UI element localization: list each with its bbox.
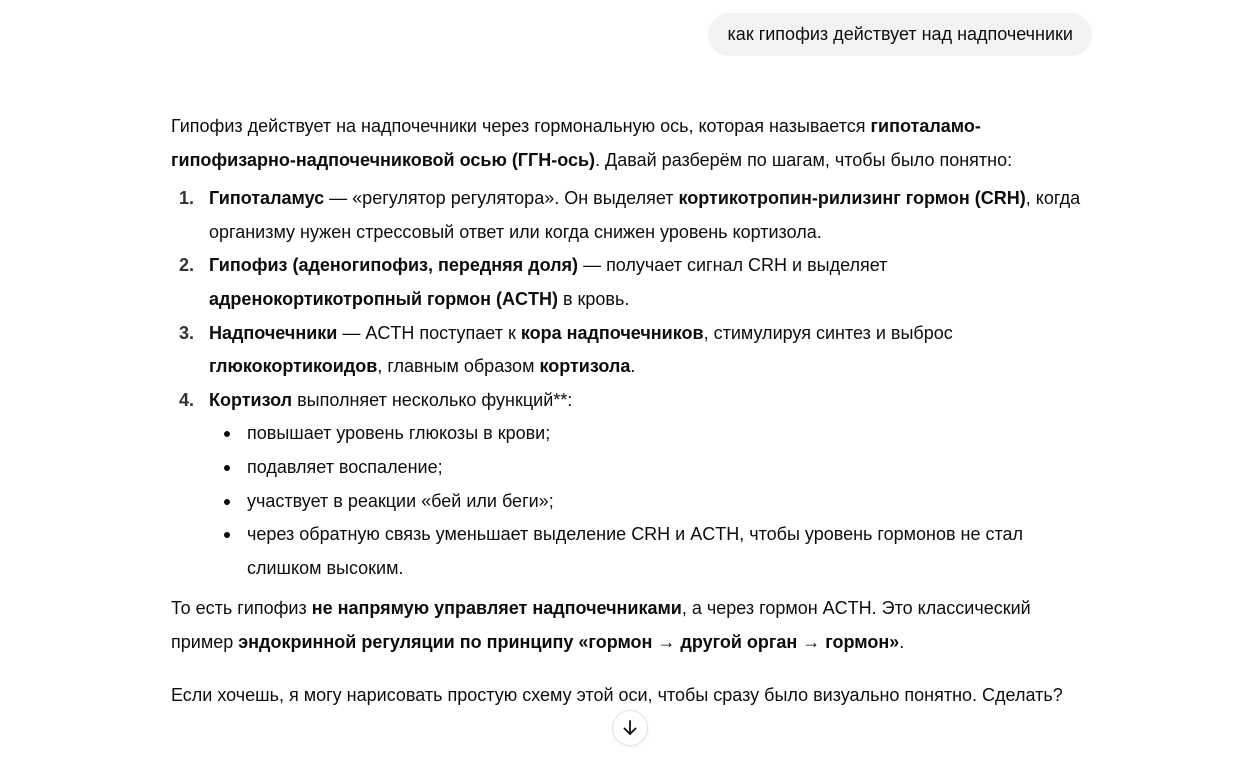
step-bold: кортизола	[539, 356, 631, 377]
list-number: 3.	[179, 322, 195, 343]
step-text: в кровь.	[557, 288, 630, 309]
summary-text: , а через гормон ACTH. Это классический пример	[171, 598, 1031, 652]
step-text: — «регулятор регулятора». Он выделяет	[324, 188, 679, 209]
bullet-item	[209, 518, 1081, 585]
step-bold: глюкокортикоидов	[209, 356, 378, 377]
bullet-text: участвует в реакции «бей или беги»;	[247, 490, 554, 511]
bullet-item	[209, 485, 1081, 519]
bullet-dot-icon	[224, 532, 230, 538]
step-text: выполняет несколько функций**:	[292, 389, 573, 410]
summary-text: .	[899, 631, 905, 652]
intro-text: Гипофиз действует на надпочечники через гормональную ось, которая называется	[171, 116, 871, 136]
arrow-down-icon	[620, 718, 640, 738]
intro-bold: гипоталамо-гипофизарно-надпочечниковой осью (ГГН-ось)	[171, 116, 981, 170]
response-intro	[171, 110, 1081, 177]
step-bold: Кортизол	[209, 389, 293, 410]
step-text: — ACTH поступает к	[337, 322, 521, 343]
step-bold: кортикотропин-рилизинг гормон (CRH)	[678, 188, 1026, 209]
response-summary	[171, 592, 1081, 659]
intro-text-end: . Давай разберём по шагам, чтобы было понятно:	[595, 149, 1013, 170]
step-bold: Надпочечники	[209, 322, 338, 343]
bullet-text: подавляет воспаление;	[247, 456, 443, 477]
bullet-list	[209, 417, 1081, 585]
bullet-item	[209, 417, 1081, 451]
step-bold: кора надпочечников	[520, 322, 704, 343]
step-text: , главным образом	[377, 356, 540, 377]
summary-bold: не напрямую управляет надпочечниками	[311, 598, 682, 619]
bullet-dot-icon	[224, 465, 230, 471]
step-text: — получает сигнал CRH и выделяет	[578, 255, 888, 276]
bullet-text: через обратную связь уменьшает выделение CRH и ACTH, чтобы уровень гормонов не стал слишком высоким.	[247, 524, 1024, 578]
step-bold: Гипоталамус	[209, 188, 325, 209]
user-message-bubble	[708, 13, 1092, 56]
step-bold: Гипофиз (аденогипофиз, передняя доля)	[209, 255, 579, 276]
step-bold: адренокортикотропный гормон (ACTH)	[209, 288, 558, 309]
step-text: , стимулируя синтез и выброс	[703, 322, 953, 343]
bullet-dot-icon	[224, 431, 230, 437]
bullet-text: повышает уровень глюкозы в крови;	[247, 423, 551, 444]
user-message-text: как гипофиз действует над надпочечники	[727, 24, 1073, 44]
list-item	[171, 249, 1081, 316]
step-text: , когда организму нужен стрессовый ответ или когда снижен уровень кортизола.	[209, 188, 1081, 242]
summary-text: То есть гипофиз	[171, 598, 312, 619]
list-number: 4.	[179, 389, 195, 410]
scroll-to-bottom-button[interactable]	[612, 710, 648, 746]
list-item	[171, 182, 1081, 249]
bullet-dot-icon	[224, 499, 230, 505]
step-text: .	[630, 356, 636, 377]
list-number: 1.	[179, 188, 195, 209]
response-offer: Если хочешь, я могу нарисовать простую схему этой оси, чтобы сразу было визуально понятно. Сделать?	[171, 684, 1063, 705]
list-number: 2.	[179, 255, 195, 276]
summary-bold: эндокринной регуляции по принципу «гормон → другой орган → гормон»	[238, 631, 900, 652]
assistant-response	[171, 110, 1081, 712]
bullet-item	[209, 451, 1081, 485]
list-item	[171, 317, 1081, 384]
steps-list	[171, 182, 1081, 585]
list-item	[171, 384, 1081, 586]
